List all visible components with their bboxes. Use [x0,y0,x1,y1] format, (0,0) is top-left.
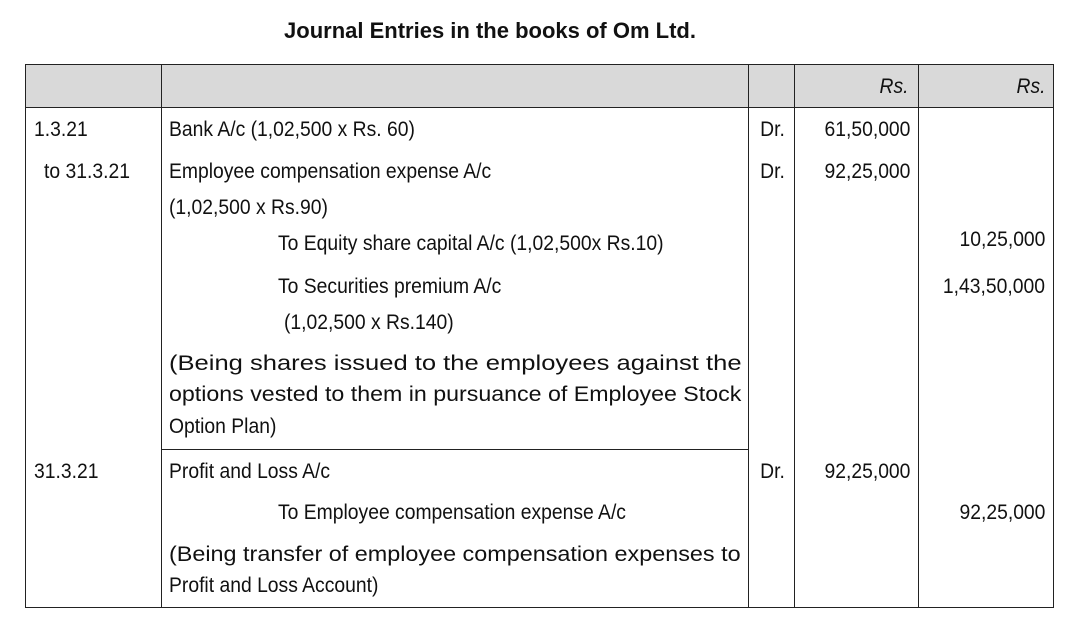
entry-separator [161,449,748,450]
dr-column-divider [748,108,749,608]
entry-2-dr: Dr. [760,460,785,483]
entry-2-credit-account: To Employee compensation expense A/c [278,501,626,524]
entry-1-date-from: 1.3.21 [34,118,88,141]
page-title: Journal Entries in the books of Om Ltd. [284,18,696,43]
entry-1-narration-line-2: options vested to them in pursuance of Employee Stock [169,383,742,406]
entry-2-credit-amount: 92,25,000 [959,501,1045,524]
entry-1-debit-account-1: Bank A/c (1,02,500 x Rs. 60) [169,118,415,141]
entry-1-date-to: to 31.3.21 [44,160,130,183]
entry-1-dr-2: Dr. [760,160,785,183]
entry-1-narration-line-1: (Being shares issued to the employees against the [169,352,742,375]
header-credit-label: Rs. [1016,75,1045,98]
entry-2-date: 31.3.21 [34,460,99,483]
header-dr-divider [748,65,749,108]
entry-1-debit-amount-2: 92,25,000 [824,160,910,183]
entry-1-credit-amount-2: 1,43,50,000 [942,275,1045,298]
header-debit-label: Rs. [879,75,908,98]
entry-1-credit-account-1: To Equity share capital A/c (1,02,500x Rs.10) [278,232,664,255]
entry-1-debit-amount-1: 61,50,000 [824,118,910,141]
entry-1-debit-account-2-detail: (1,02,500 x Rs.90) [169,196,328,219]
entry-2-debit-amount: 92,25,000 [824,460,910,483]
entry-1-dr-1: Dr. [760,118,785,141]
entry-2-debit-account: Profit and Loss A/c [169,460,331,483]
entry-1-credit-amount-1: 10,25,000 [959,228,1045,251]
entry-1-credit-account-2: To Securities premium A/c [278,275,502,298]
journal-table [25,64,1054,608]
entry-2-narration-line-1: (Being transfer of employee compensation expenses to [169,543,741,566]
entry-1-narration-line-3: Option Plan) [169,415,277,438]
entry-1-debit-account-2: Employee compensation expense A/c [169,160,492,183]
entry-1-credit-account-2-detail: (1,02,500 x Rs.140) [284,311,454,334]
date-column-divider [161,65,162,607]
debit-column-divider [794,65,795,607]
credit-column-divider [918,65,919,607]
entry-2-narration-line-2: Profit and Loss Account) [169,574,379,597]
